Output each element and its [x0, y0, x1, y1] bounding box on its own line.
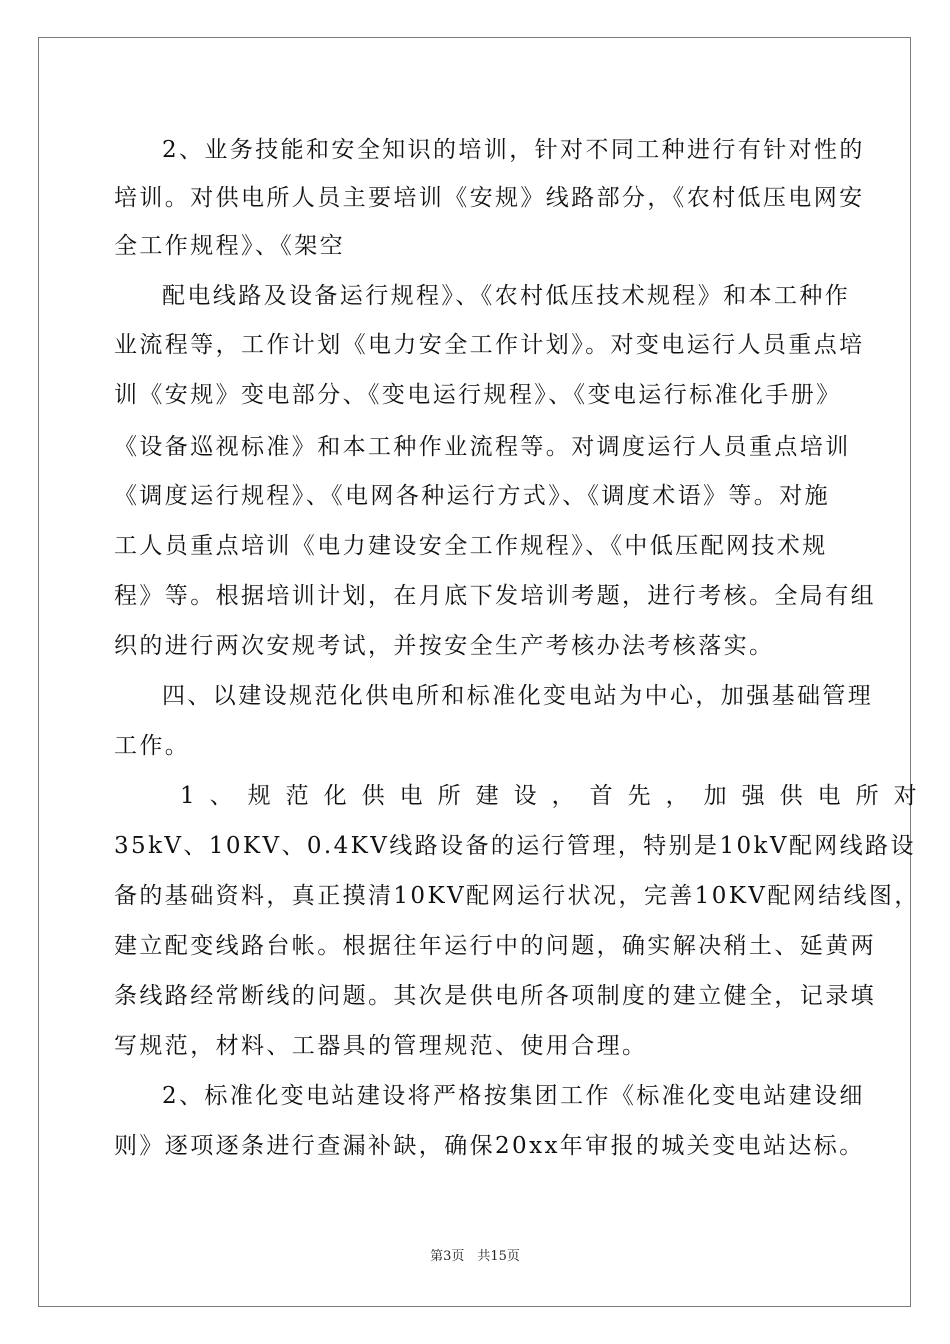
page-number-footer: 第3页 共15页	[430, 1249, 520, 1264]
paragraph-line: 织的进行两次安规考试，并按安全生产考核办法考核落实。	[114, 633, 775, 659]
paragraph-line: 四、以建设规范化供电所和标准化变电站为中心，加强基础管理	[162, 683, 874, 709]
paragraph-line: 训《安规》变电部分、《变电运行规程》、《变电运行标准化手册》	[114, 382, 842, 408]
paragraph-line: 工人员重点培训《电力建设安全工作规程》、《中低压配网技术规	[114, 533, 828, 559]
paragraph-line: 写规范，材料、工器具的管理规范、使用合理。	[114, 1033, 648, 1059]
paragraph-line: 35kV、10KV、0.4KV线路设备的运行管理，特别是10kV配网线路设	[114, 833, 916, 859]
paragraph-line: 1、规范化供电所建设，首先，加强供电所对	[180, 783, 932, 809]
paragraph-line: 《设备巡视标准》和本工种作业流程等。对调度运行人员重点培训	[114, 434, 851, 460]
paragraph-line: 建立配变线路台帐。根据往年运行中的问题，确实解决稍土、延黄两	[114, 933, 876, 959]
paragraph-line: 条线路经常断线的问题。其次是供电所各项制度的建立健全，记录填	[114, 983, 876, 1009]
paragraph-line: 配电线路及设备运行规程》、《农村低压技术规程》和本工种作	[162, 283, 851, 309]
paragraph-line: 《调度运行规程》、《电网各种运行方式》、《调度术语》等。对施	[114, 483, 830, 509]
page-border	[38, 37, 932, 1307]
paragraph-line: 2、标准化变电站建设将严格按集团工作《标准化变电站建设细	[162, 1083, 865, 1109]
paragraph-line: 程》等。根据培训计划，在月底下发培训考题，进行考核。全局有组	[114, 583, 876, 609]
paragraph-line: 则》逐项逐条进行查漏补缺，确保20xx年审报的城关变电站达标。	[114, 1133, 865, 1159]
paragraph-line: 备的基础资料，真正摸清10KV配网运行状况，完善10KV配网结线图，	[114, 883, 920, 909]
paragraph-line: 2、业务技能和安全知识的培训，针对不同工种进行有针对性的	[162, 137, 865, 163]
paragraph-line: 工作。	[114, 733, 191, 759]
paragraph-line: 培训。对供电所人员主要培训《安规》线路部分，《农村低压电网安	[114, 185, 865, 211]
paragraph-line: 全工作规程》、《架空	[114, 233, 345, 259]
paragraph-line: 业流程等，工作计划《电力安全工作计划》。对变电运行人员重点培	[114, 332, 865, 358]
